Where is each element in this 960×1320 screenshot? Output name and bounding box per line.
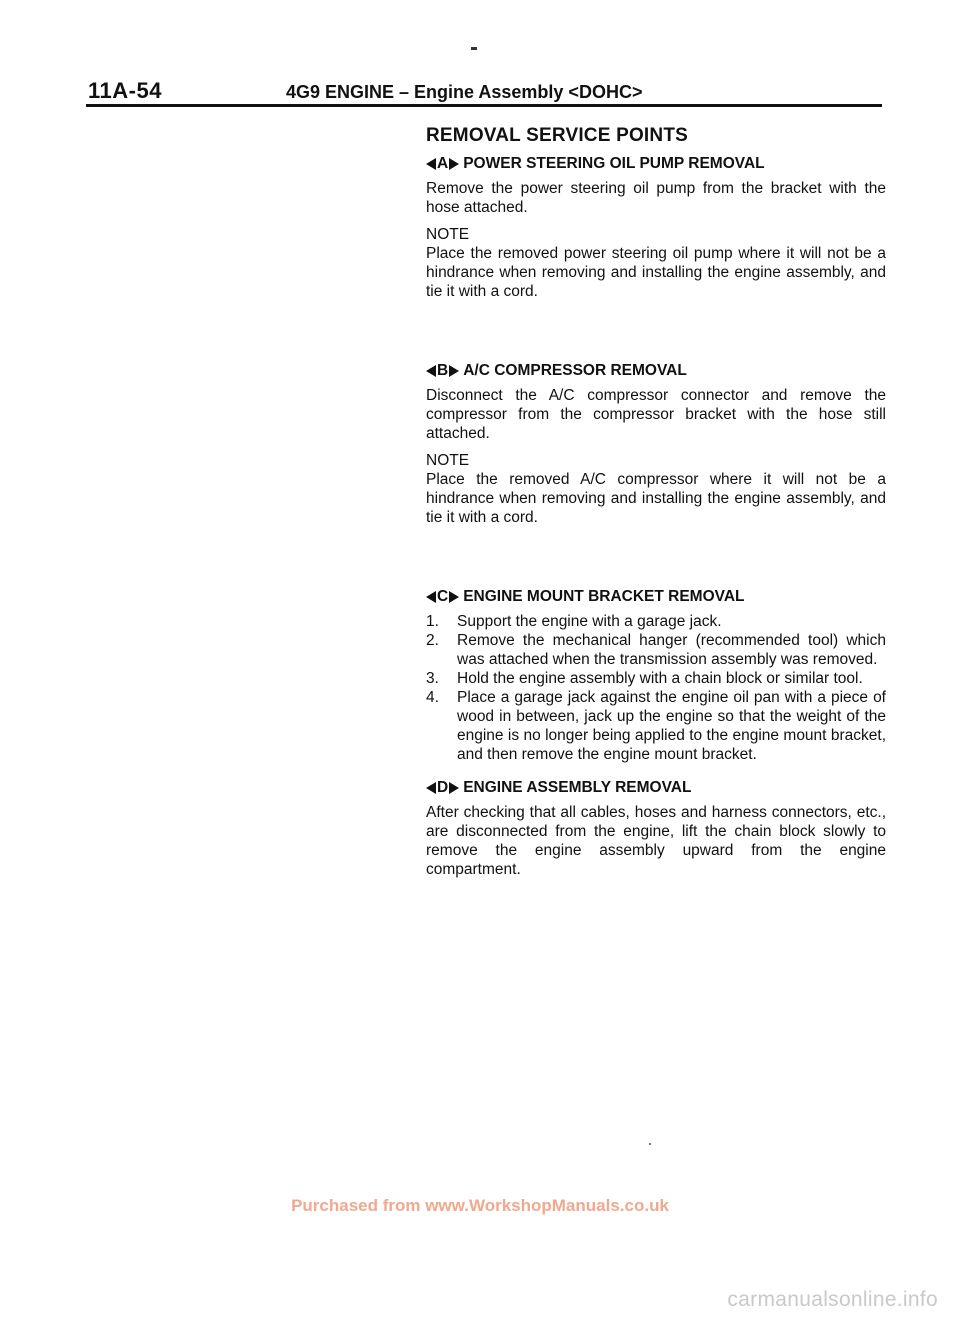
step-number: 2. xyxy=(426,632,439,649)
body-text: Remove the power steering oil pump from the bracket with the hose attached. xyxy=(426,180,886,216)
note-label: NOTE xyxy=(426,452,470,469)
subsection-title: POWER STEERING OIL PUMP REMOVAL xyxy=(463,155,765,172)
body-text: Disconnect the A/C compressor connector and remove the compressor from the compressor bracket with the hose still attached. xyxy=(426,387,886,442)
page-header xyxy=(0,0,960,110)
subsection-heading-d xyxy=(426,778,886,797)
step-text: Place a garage jack against the engine oil pan with a piece of wood in between, jack up the engine so that the weight of the engine is no longer being applied to the engine mount bracket, and then remove the engine mount bracket. xyxy=(457,689,886,763)
scan-speck xyxy=(649,1143,651,1145)
note-label: NOTE xyxy=(426,226,470,243)
subsection-heading-b xyxy=(426,361,886,380)
step-text: Hold the engine assembly with a chain block or similar tool. xyxy=(457,670,863,687)
right-triangle-icon xyxy=(449,365,459,377)
list-item xyxy=(426,688,886,764)
main-content xyxy=(426,126,886,887)
page-number: 11A-54 xyxy=(88,78,162,103)
header-title: 4G9 ENGINE – Engine Assembly <DOHC> xyxy=(286,82,643,102)
left-triangle-icon xyxy=(426,782,436,794)
subsection-title: ENGINE MOUNT BRACKET REMOVAL xyxy=(463,588,745,605)
left-triangle-icon xyxy=(426,158,436,170)
left-triangle-icon xyxy=(426,591,436,603)
right-triangle-icon xyxy=(449,591,459,603)
left-triangle-icon xyxy=(426,365,436,377)
scan-mark xyxy=(471,47,477,50)
purchase-footer: Purchased from www.WorkshopManuals.co.uk xyxy=(291,1196,669,1215)
subsection-heading-c xyxy=(426,587,886,606)
list-item xyxy=(426,669,886,688)
subsection-title: A/C COMPRESSOR REMOVAL xyxy=(463,362,687,379)
note-text: Place the removed power steering oil pump where it will not be a hindrance when removing and installing the engine assembly, and tie it with a cord. xyxy=(426,245,886,300)
service-point-marker-a: A xyxy=(426,154,459,173)
watermark: carmanualsonline.info xyxy=(727,1288,938,1311)
list-item xyxy=(426,631,886,669)
list-item xyxy=(426,612,886,631)
step-text: Support the engine with a garage jack. xyxy=(457,613,722,630)
step-text: Remove the mechanical hanger (recommended tool) which was attached when the transmission assembly was removed. xyxy=(457,632,886,668)
service-point-marker-b: B xyxy=(426,361,459,380)
section-title: REMOVAL SERVICE POINTS xyxy=(426,125,689,146)
step-number: 3. xyxy=(426,670,439,687)
step-number: 4. xyxy=(426,689,439,706)
note-text: Place the removed A/C compressor where it will not be a hindrance when removing and installing the engine assembly, and tie it with a cord. xyxy=(426,471,886,526)
step-number: 1. xyxy=(426,613,439,630)
service-point-marker-c: C xyxy=(426,587,459,606)
right-triangle-icon xyxy=(449,158,459,170)
service-point-marker-d: D xyxy=(426,778,459,797)
subsection-title: ENGINE ASSEMBLY REMOVAL xyxy=(463,779,692,796)
right-triangle-icon xyxy=(449,782,459,794)
body-text: After checking that all cables, hoses and harness connectors, etc., are disconnected from the engine, lift the chain block slowly to remove the engine assembly upward from the engine compartment. xyxy=(426,804,886,878)
steps-list xyxy=(426,612,886,764)
subsection-heading-a xyxy=(426,154,886,173)
header-rule xyxy=(86,104,882,107)
